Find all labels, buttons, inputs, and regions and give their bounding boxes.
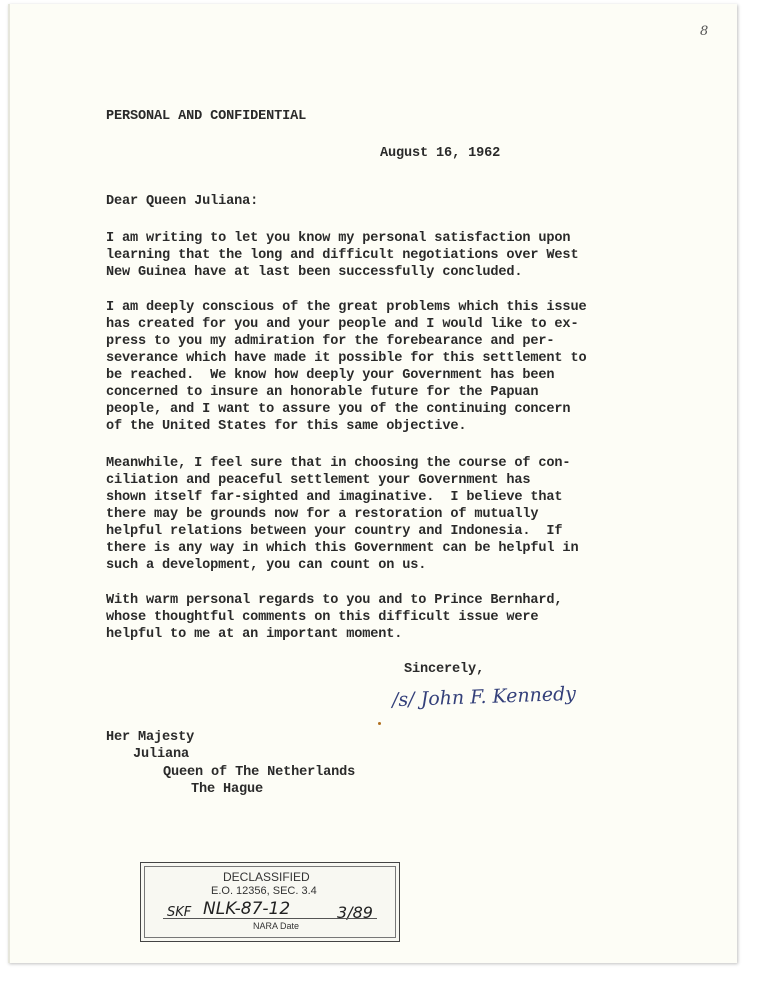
- stamp-date-label: NARA Date: [253, 921, 300, 931]
- page-number: 8: [700, 24, 709, 39]
- address-line-2: Juliana: [133, 747, 190, 762]
- confidential-heading: PERSONAL AND CONFIDENTIAL: [106, 109, 307, 124]
- address-line-4: The Hague: [191, 782, 264, 797]
- stamp-date: 3/89: [337, 903, 373, 922]
- paragraph-3: Meanwhile, I feel sure that in choosing the course of con- ciliation and peaceful settlement your Government has shown itself far-sighted and imaginative. I believe that there may be grounds now for a restoration of mutually helpful relations between your country and Indonesia. If there is any way in which this Government can be helpful in such a development, you can count on us.: [106, 456, 579, 573]
- stamp-rule: [163, 918, 377, 919]
- address-line-3: Queen of The Netherlands: [163, 765, 356, 780]
- stamp-authority: E.O. 12356, SEC. 3.4: [211, 885, 317, 897]
- declassified-stamp: [140, 862, 400, 942]
- stamp-title: DECLASSIFIED: [223, 870, 310, 884]
- letter-date: August 16, 1962: [380, 146, 501, 161]
- paragraph-4: With warm personal regards to you and to Prince Bernhard, whose thoughtful comments on this difficult issue were helpful to me at an important moment.: [106, 593, 563, 642]
- stamp-number: NLK-87-12: [203, 899, 291, 919]
- ink-speck: [378, 722, 381, 725]
- salutation: Dear Queen Juliana:: [106, 194, 259, 209]
- paragraph-1: I am writing to let you know my personal satisfaction upon learning that the long and difficult negotiations over West New Guinea have at last been successfully concluded.: [106, 231, 579, 280]
- closing: Sincerely,: [404, 662, 485, 677]
- paragraph-2: I am deeply conscious of the great problems which this issue has created for you and your people and I would like to ex- press to you my admiration for the forebearance and per- severance which have made it possible for this settlement to be reached. We know how deeply your Government has been concerned to insure an honorable future for the Papuan people, and I want to assure you of the continuing concern of the United States for this same objective.: [106, 300, 587, 434]
- signature: /s/ John F. Kennedy: [391, 682, 577, 712]
- stamp-by: SKF: [167, 905, 192, 920]
- address-line-1: Her Majesty: [106, 730, 195, 745]
